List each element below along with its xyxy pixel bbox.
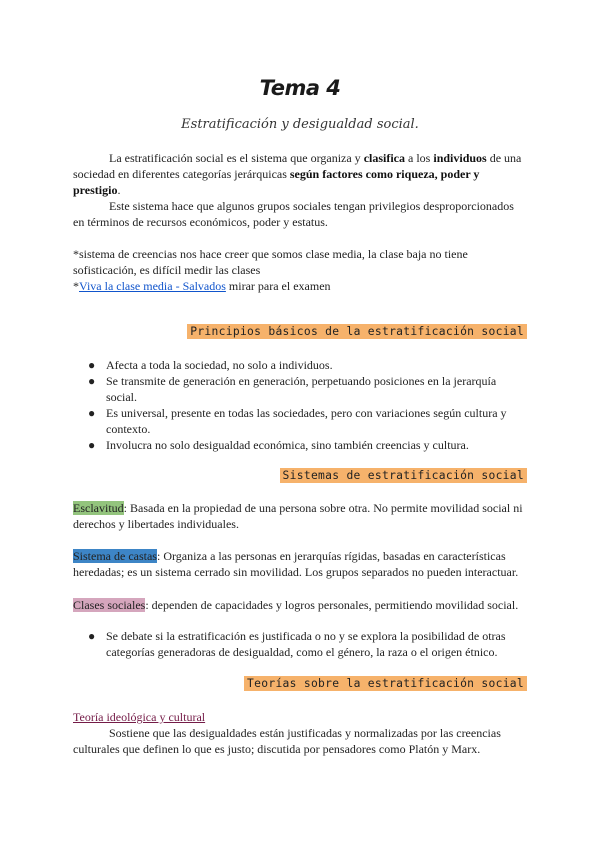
asterisk: * — [73, 279, 79, 293]
list-item — [73, 357, 528, 373]
bullet-icon: ● — [88, 374, 96, 388]
list-item — [73, 405, 528, 437]
page-title: Tema 4 — [259, 76, 341, 100]
text-run: mirar para el examen — [225, 279, 331, 293]
sistemas-list — [73, 628, 528, 660]
list-item — [73, 437, 528, 453]
text-run: La estratificación social es el sistema que organiza y — [109, 151, 364, 165]
list-item-text: Afecta a toda la sociedad, no solo a individuos. — [106, 358, 333, 372]
list-item — [73, 628, 528, 660]
note-paragraph: *sistema de creencias nos hace creer que somos clase media, la clase baja no tiene sofisticación, es difícil medir las clases — [73, 247, 468, 277]
bullet-icon: ● — [88, 406, 96, 420]
note-link-paragraph — [73, 278, 528, 294]
principios-list — [73, 357, 528, 453]
bold-term: clasifica — [363, 151, 406, 165]
intro-paragraph-2: Este sistema hace que algunos grupos sociales tengan privilegios desproporcionados en términos de recursos económicos, poder y estatus. — [73, 199, 514, 229]
text-run: . — [117, 183, 121, 197]
list-item-text: Involucra no solo desigualdad económica, sino también creencias y cultura. — [106, 438, 469, 452]
bold-term: según factores como riqueza, poder y prestigio — [73, 167, 480, 197]
list-item-text: Es universal, presente en todas las sociedades, pero con variaciones según cultura y contexto. — [106, 406, 507, 436]
teoria-subtitle-text: Teoría ideológica y cultural — [73, 710, 206, 724]
clases-paragraph — [73, 597, 528, 613]
intro-paragraph — [73, 150, 528, 198]
clases-term: Clases sociales — [73, 598, 146, 612]
teoria-subtitle — [73, 709, 528, 725]
esclavitud-term: Esclavitud — [73, 501, 124, 515]
bullet-icon: ● — [88, 438, 96, 452]
section-heading-principios: Principios básicos de la estratificación social — [187, 324, 527, 339]
section-heading-sistemas: Sistemas de estratificación social — [280, 468, 527, 483]
section-heading-teorias: Teorías sobre la estratificación social — [244, 676, 527, 691]
text-run: : Organiza a las personas en jerarquías rígidas, basadas en características heredadas; es un sistema cerrado sin movilidad. Los grupos separados no pueden interactuar. — [73, 549, 519, 579]
video-link[interactable]: Viva la clase media - Salvados — [79, 279, 226, 293]
text-run: : dependen de capacidades y logros personales, permitiendo movilidad social. — [145, 598, 519, 612]
teoria-paragraph: Sostiene que las desigualdades están justificadas y normalizadas por las creencias culturales que definen lo que es justo; discutida por pensadores como Platón y Marx. — [73, 726, 501, 756]
bullet-icon: ● — [88, 358, 96, 372]
list-item-text: Se debate si la estratificación es justificada o no y se explora la posibilidad de otras categorías generadoras de desigualdad, como el género, la raza o el origen étnico. — [106, 629, 506, 659]
bullet-icon: ● — [88, 629, 96, 643]
castas-term: Sistema de castas — [73, 549, 157, 563]
castas-paragraph — [73, 548, 528, 580]
text-run: de una sociedad en diferentes categorías jerárquicas — [73, 151, 522, 181]
list-item-text: Se transmite de generación en generación, perpetuando posiciones en la jerarquía social. — [106, 374, 497, 404]
esclavitud-paragraph — [73, 500, 528, 532]
text-run: a los — [405, 151, 434, 165]
text-run: : Basada en la propiedad de una persona sobre otra. No permite movilidad social ni derechos y libertades individuales. — [73, 501, 523, 531]
page-subtitle: Estratificación y desigualdad social. — [181, 117, 419, 132]
bold-term: individuos — [433, 151, 487, 165]
list-item — [73, 373, 528, 405]
